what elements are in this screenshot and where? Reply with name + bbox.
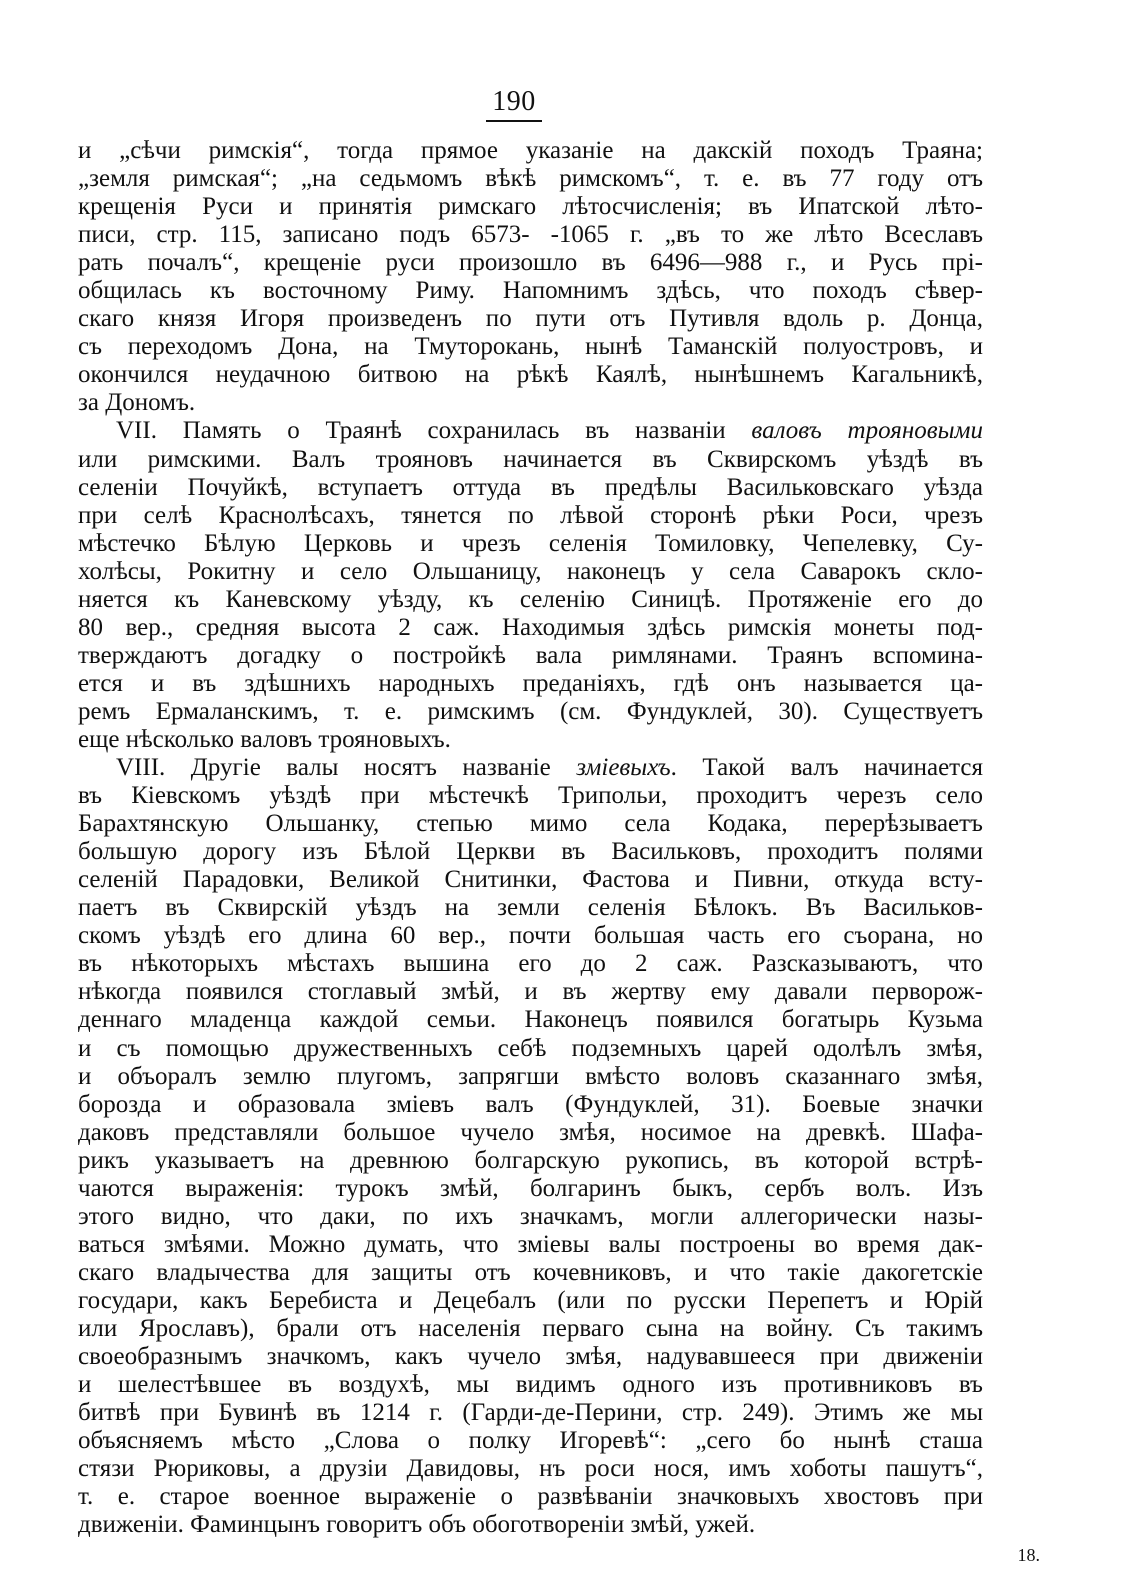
text-line: или римскими. Валъ трояновъ начинается въ Сквирскомъ уѣздѣ въ (78, 445, 983, 473)
text-line: тверждаютъ догадку о постройкѣ вала римлянами. Траянъ вспомина- (78, 641, 983, 669)
text-line: скаго владычества для защиты отъ кочевниковъ, и что такіе дакогетскіе (78, 1258, 983, 1286)
italic-term: валовъ трояновыми (751, 417, 983, 445)
text-line: даковъ представляли большое чучело змѣя, носимое на древкѣ. Шафа- (78, 1118, 983, 1146)
text-line: и „сѣчи римскія“, тогда прямое указаніе на дакскій походъ Траяна; (78, 137, 983, 164)
text-line: съ переходомъ Дона, на Тмуторокань, нынѣ Таманскій полуостровъ, и (78, 333, 983, 361)
text-line: мѣстечко Бѣлую Церковь и чрезъ селенія Томиловку, Чепелевку, Су- (78, 529, 983, 557)
text-line: при селѣ Краснолѣсахъ, тянется по лѣвой сторонѣ рѣки Роси, чрезъ (78, 501, 983, 529)
text-line: и съ помощью дружественныхъ себѣ подземныхъ царей одолѣлъ змѣя, (78, 1034, 983, 1062)
text-line: холѣсы, Рокитну и село Ольшаницу, наконецъ у села Саварокъ скло- (78, 557, 983, 585)
text-line: нѣкогда появился стоглавый змѣй, и въ жертву ему давали перворож- (78, 978, 983, 1006)
text-segment: VII. Память о Траянѣ сохранилась въ названіи (116, 417, 752, 445)
page-number-rule (486, 120, 542, 122)
text-segment: VIII. Другіе валы носятъ названіе (116, 754, 577, 782)
text-line: или Ярославъ), брали отъ населенія перваго сына на войну. Съ такимъ (78, 1314, 983, 1342)
text-line: движеніи. Фаминцынъ говоритъ объ обоготвореніи змѣй, ужей. (78, 1511, 756, 1539)
text-line: ется и въ здѣшнихъ народныхъ преданіяхъ, гдѣ онъ называется ца- (78, 669, 983, 697)
text-line: паетъ въ Сквирскій уѣздъ на земли селенія Бѣлокъ. Въ Васильков- (78, 894, 983, 922)
text-line: скомъ уѣздѣ его длина 60 вер., почти большая часть его съорана, но (78, 922, 983, 950)
text-line: рикъ указываетъ на древнюю болгарскую рукопись, въ которой встрѣ- (78, 1146, 983, 1174)
text-line: битвѣ при Бувинѣ въ 1214 г. (Гарди‑де‑Перини, стр. 249). Этимъ же мы (78, 1399, 983, 1427)
text-line: еще нѣсколько валовъ трояновыхъ. (78, 725, 451, 753)
text-line: окончился неудачною битвою на рѣкѣ Каялѣ, нынѣшнемъ Кагальникѣ, (78, 361, 983, 389)
text-line: чаются выраженія: турокъ змѣй, болгаринъ быкъ, сербъ волъ. Изъ (78, 1174, 983, 1202)
text-line: селеніи Почуйкѣ, вступаетъ оттуда въ предѣлы Васильковскаго уѣзда (78, 473, 983, 501)
text-line: ваться змѣями. Можно думать, что зміевы валы построены во время дак- (78, 1230, 983, 1258)
text-line: въ нѣкоторыхъ мѣстахъ вышина его до 2 саж. Разсказываютъ, что (78, 950, 983, 978)
text-line: въ Кіевскомъ уѣздѣ при мѣстечкѣ Трипольи, проходитъ черезъ село (78, 782, 983, 810)
text-line: и объоралъ землю плугомъ, запрягши вмѣсто воловъ сказаннаго змѣя, (78, 1062, 983, 1090)
text-line: и шелестѣвшее въ воздухѣ, мы видимъ одного изъ противниковъ въ (78, 1371, 983, 1399)
text-line: деннаго младенца каждой семьи. Наконецъ появился богатырь Кузьма (78, 1006, 983, 1034)
text-line: няется къ Каневскому уѣзду, къ селенію Синицѣ. Протяженіе его до (78, 585, 983, 613)
text-line: т. е. старое военное выраженіе о развѣваніи значковыхъ хвостовъ при (78, 1483, 983, 1511)
text-line: селеній Парадовки, Великой Снитинки, Фастова и Пивни, откуда всту- (78, 866, 983, 894)
text-line: писи, стр. 115, записано подъ 6573‑ ‑1065 г. „въ то же лѣто Всеславъ (78, 221, 983, 249)
text-line: государи, какъ Беребиста и Децебалъ (или по русски Перепетъ и Юрій (78, 1286, 983, 1314)
text-line-section-viii (78, 754, 983, 782)
italic-term: зміевыхъ (576, 754, 671, 782)
text-line: объясняемъ мѣсто „Слова о полку Игоревѣ“: „сего бо нынѣ сташа (78, 1427, 983, 1455)
signature-mark: 18. (1017, 1545, 1040, 1565)
body-text (78, 137, 983, 1539)
text-line: стязи Рюриковы, а друзіи Давидовы, нъ роси нося, имъ хоботы пашутъ“, (78, 1455, 983, 1483)
text-line-section-vii (78, 417, 983, 445)
text-line: ремъ Ермаланскимъ, т. е. римскимъ (см. Фундуклей, 30). Существуетъ (78, 697, 983, 725)
text-segment: . Такой валъ начинается (670, 754, 983, 782)
text-line: своеобразнымъ значкомъ, какъ чучело змѣя, надувавшееся при движеніи (78, 1343, 983, 1371)
text-line: крещенія Руси и принятія римскаго лѣтосчисленія; въ Ипатской лѣто- (78, 193, 983, 221)
text-line: 80 вер., средняя высота 2 саж. Находимыя здѣсь римскія монеты под- (78, 613, 983, 641)
text-line: большую дорогу изъ Бѣлой Церкви въ Васильковъ, проходитъ полями (78, 838, 983, 866)
text-line: рать почалъ“, крещеніе руси произошло въ 6496—988 г., и Русь прі- (78, 249, 983, 277)
text-line: общилась къ восточному Риму. Напомнимъ здѣсь, что походъ сѣвер- (78, 277, 983, 305)
text-line: борозда и образовала зміевъ валъ (Фундуклей, 31). Боевые значки (78, 1090, 983, 1118)
text-line: этого видно, что даки, по ихъ значкамъ, могли аллегорически назы- (78, 1202, 983, 1230)
text-line: скаго князя Игоря произведенъ по пути отъ Путивля вдоль р. Донца, (78, 305, 983, 333)
text-line: „земля римская“; „на седьмомъ вѣкѣ римскомъ“, т. е. въ 77 году отъ (78, 165, 983, 193)
text-line: Барахтянскую Ольшанку, степью мимо села Кодака, перерѣзываетъ (78, 810, 983, 838)
page-number: 190 (492, 86, 536, 117)
text-line: за Дономъ. (78, 389, 196, 417)
